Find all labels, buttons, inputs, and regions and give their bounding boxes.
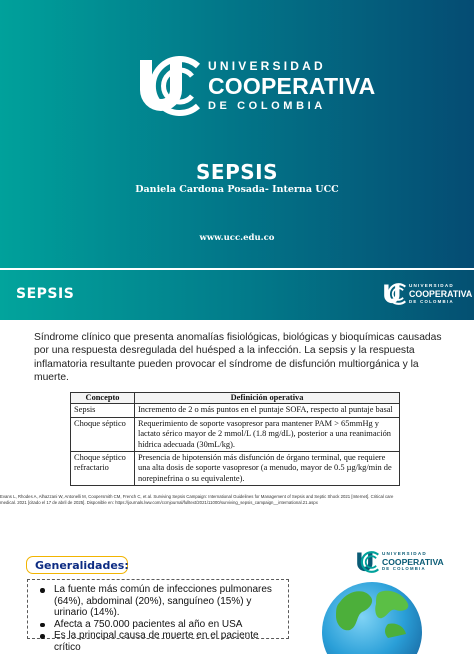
generalidades-list bbox=[36, 584, 286, 654]
concept-cell: Choque séptico bbox=[71, 417, 135, 451]
ucc-logo-color bbox=[355, 551, 444, 573]
brand-line1: UNIVERSIDAD bbox=[382, 551, 427, 557]
brand-line2: COOPERATIVA bbox=[409, 288, 473, 299]
brand-line1: UNIVERSIDAD bbox=[208, 59, 326, 73]
definition-cell: Presencia de hipotensión más disfunción de órgano terminal, que requiere una alta dosis de soporte vasopresor (a menudo, mayor de 0.5 µg/kg/min de norepinefrina o su equivalente). bbox=[135, 452, 400, 486]
bibliographic-reference bbox=[0, 494, 474, 506]
brand-line3: DE COLOMBIA bbox=[382, 566, 426, 572]
generalidades-title: Generalidades: bbox=[35, 559, 129, 572]
table-row bbox=[71, 404, 400, 417]
reference-line: Evans L, Rhodes A, Alhazzani W, Antonelli M, Coopersmith CM, French C, et al. Surviving Sepsis Campaign: International Guidelines for Management of Sepsis and Septic Shock 2021 [Internet]. Critical care bbox=[0, 494, 394, 499]
definitions-table bbox=[70, 392, 400, 486]
website-url: www.ucc.edu.co bbox=[199, 233, 275, 243]
list-item: La fuente más común de infecciones pulmonares (64%), abdominal (20%), sanguíneo (15%) y urinario (14%). bbox=[36, 584, 286, 619]
reference-line: medical. 2021 [citado el 17 de abril de 2025]. Disponible en: https://journals.lww.com/ccmjournal/fulltext/2021/11000/surviving_sepsis_campaign__international.21.aspx bbox=[0, 500, 318, 506]
concept-cell: Sepsis bbox=[71, 404, 135, 417]
sepsis-definition: Síndrome clínico que presenta anomalías fisiológicas, biológicas y bioquímicas causadas por una respuesta desregulada del huésped a la infección. La sepsis y la respuesta inflamatoria resultante pueden provocar el síndrome de disfunción multiorgánica y la muerte. bbox=[34, 332, 442, 383]
slide-title: SEPSIS bbox=[196, 160, 278, 184]
definition-cell: Requerimiento de soporte vasopresor para mantener PAM > 65mmHg y lactato sérico mayor de 2 mmol/L (1.8 mg/dL), posterior a una reanimación hídrica adecuada (30mL/kg). bbox=[135, 417, 400, 451]
definition-cell: Incremento de 2 o más puntos en el puntaje SOFA, respecto al puntaje basal bbox=[135, 404, 400, 417]
author-name: Daniela Cardona Posada- Interna UCC bbox=[135, 184, 339, 195]
ucc-logo-mark-icon bbox=[134, 56, 200, 116]
table-row bbox=[71, 452, 400, 486]
title-slide bbox=[0, 0, 474, 268]
table-header-row bbox=[71, 393, 400, 404]
list-item: Afecta a 750.000 pacientes al año en USA bbox=[36, 619, 286, 631]
brand-line2: COOPERATIVA bbox=[208, 73, 376, 99]
section-title: SEPSIS bbox=[16, 286, 75, 302]
column-header-concept: Concepto bbox=[71, 393, 135, 404]
column-header-definition: Definición operativa bbox=[135, 393, 400, 404]
ucc-logo-mark-icon bbox=[382, 283, 406, 305]
list-item: Es la principal causa de muerte en el paciente crítico bbox=[36, 630, 286, 653]
brand-line3: DE COLOMBIA bbox=[208, 100, 326, 112]
globe-icon bbox=[318, 580, 426, 640]
brand-line2: COOPERATIVA bbox=[382, 556, 444, 567]
brand-line1: UNIVERSIDAD bbox=[409, 283, 454, 289]
ucc-logo bbox=[134, 56, 375, 116]
ucc-logo-small bbox=[382, 283, 472, 305]
brand-line3: DE COLOMBIA bbox=[409, 298, 454, 304]
concept-cell: Choque séptico refractario bbox=[71, 452, 135, 486]
ucc-logo-mark-icon bbox=[355, 551, 379, 573]
table-row bbox=[71, 417, 400, 451]
